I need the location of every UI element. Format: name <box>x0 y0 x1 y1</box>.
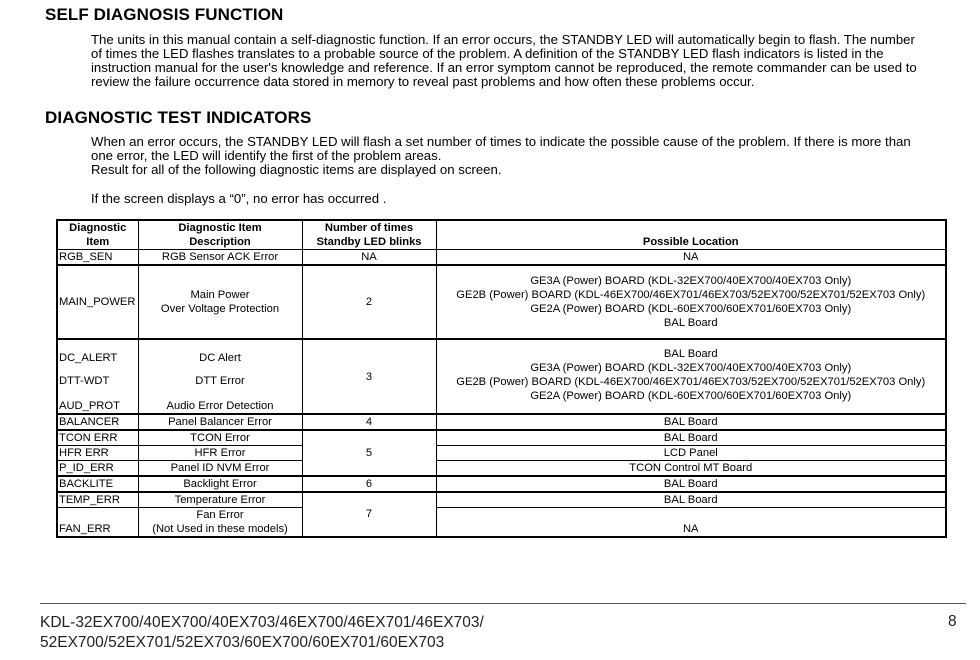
location-cell: BAL Board <box>436 414 946 430</box>
table-row <box>57 250 946 266</box>
table-header-row <box>57 220 946 250</box>
paragraph-line: The units in this manual contain a self-diagnostic function. If an error occurs, the STANDBY LED will automatically begin to flash. The number <box>91 32 915 47</box>
paragraph-line: one error, the LED will identify the first of the problem areas. <box>91 148 442 163</box>
header-possible-location: Possible Location <box>436 220 946 250</box>
item-cell: RGB_SEN <box>57 250 138 266</box>
diagnostic-test-paragraph <box>91 135 966 177</box>
location-cell: TCON Control MT Board <box>436 461 946 477</box>
location-cell: BAL Board <box>436 476 946 492</box>
description-cell: Panel Balancer Error <box>138 414 302 430</box>
item-cell: BALANCER <box>57 414 138 430</box>
table-row <box>57 492 946 508</box>
item-cell: MAIN_POWER <box>57 265 138 339</box>
item-cell: P_ID_ERR <box>57 461 138 477</box>
page-number: 8 <box>948 613 957 630</box>
item-cell: HFR ERR <box>57 446 138 461</box>
footer-divider <box>40 603 966 604</box>
table-row <box>57 476 946 492</box>
header-blinks: Number of times Standby LED blinks <box>302 220 436 250</box>
description-cell: DC Alert DTT Error Audio Error Detection <box>138 339 302 414</box>
blinks-cell: 6 <box>302 476 436 492</box>
description-cell: RGB Sensor ACK Error <box>138 250 302 266</box>
table-row <box>57 461 946 477</box>
item-cell: DC_ALERT DTT-WDT AUD_PROT <box>57 339 138 414</box>
blinks-cell: NA <box>302 250 436 266</box>
item-cell: TCON ERR <box>57 430 138 446</box>
location-cell: NA <box>436 250 946 266</box>
paragraph-line: Result for all of the following diagnostic items are displayed on screen. <box>91 162 502 177</box>
blinks-cell: 7 <box>302 492 436 537</box>
location-cell: BAL Board <box>436 492 946 508</box>
table-row <box>57 265 946 339</box>
description-cell: Backlight Error <box>138 476 302 492</box>
description-cell: Panel ID NVM Error <box>138 461 302 477</box>
location-cell: LCD Panel <box>436 446 946 461</box>
description-cell: TCON Error <box>138 430 302 446</box>
location-cell: BAL Board GE3A (Power) BOARD (KDL-32EX700/40EX700/40EX703 Only) GE2B (Power) BOARD (KDL-46EX700/46EX701/46EX703/52EX700/52EX701/52EX703 Only) GE2A (Power) BOARD (KDL-60EX700/60EX701/60EX703 Only) <box>436 339 946 414</box>
paragraph-line: review the failure occurrence data stored in memory to reveal past problems and how often these problems occur. <box>91 74 755 89</box>
self-diagnosis-paragraph <box>91 33 966 89</box>
table-row <box>57 430 946 446</box>
paragraph-line: instruction manual for the user's knowledge and reference. If an error symptom cannot be reproduced, the remote commander can be used to <box>91 60 917 75</box>
paragraph-line: of times the LED flashes translates to a probable source of the problem. A definition of the STANDBY LED flash indicators is listed in the <box>91 46 884 61</box>
table-row <box>57 414 946 430</box>
blinks-cell: 5 <box>302 430 436 476</box>
footer-models-line: 52EX700/52EX701/52EX703/60EX700/60EX701/60EX703 <box>40 634 445 651</box>
footer-models-line: KDL-32EX700/40EX700/40EX703/46EX700/46EX701/46EX703/ <box>40 614 484 631</box>
description-cell: Temperature Error <box>138 492 302 508</box>
table-row <box>57 508 946 538</box>
header-description: Diagnostic Item Description <box>138 220 302 250</box>
section-title-self-diagnosis: SELF DIAGNOSIS FUNCTION <box>45 5 284 24</box>
diagnostic-table <box>56 219 947 538</box>
item-cell: FAN_ERR <box>57 508 138 538</box>
paragraph-line: When an error occurs, the STANDBY LED will flash a set number of times to indicate the possible cause of the problem. If there is more than <box>91 134 911 149</box>
location-cell: GE3A (Power) BOARD (KDL-32EX700/40EX700/40EX703 Only) GE2B (Power) BOARD (KDL-46EX700/46EX701/46EX703/52EX700/52EX701/52EX703 Only) GE2A (Power) BOARD (KDL-60EX700/60EX701/60EX703 Only) BAL Board <box>436 265 946 339</box>
table-row <box>57 339 946 414</box>
header-diagnostic-item: Diagnostic Item <box>57 220 138 250</box>
section-title-diagnostic-test: DIAGNOSTIC TEST INDICATORS <box>45 108 312 127</box>
description-cell: Fan Error (Not Used in these models) <box>138 508 302 538</box>
blinks-cell: 4 <box>302 414 436 430</box>
description-cell: HFR Error <box>138 446 302 461</box>
description-cell: Main Power Over Voltage Protection <box>138 265 302 339</box>
location-cell: NA <box>436 508 946 538</box>
footer-model-list <box>40 613 484 653</box>
blinks-cell: 2 <box>302 265 436 339</box>
location-cell: BAL Board <box>436 430 946 446</box>
item-cell: BACKLITE <box>57 476 138 492</box>
no-error-note: If the screen displays a “0”, no error has occurred . <box>91 191 387 206</box>
item-cell: TEMP_ERR <box>57 492 138 508</box>
table-row <box>57 446 946 461</box>
blinks-cell: 3 <box>302 339 436 414</box>
